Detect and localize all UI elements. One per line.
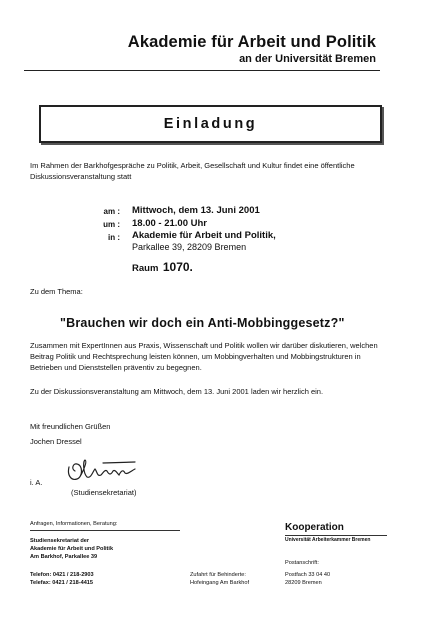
body-paragraph-1: Zusammen mit ExpertInnen aus Praxis, Wissenschaft und Politik wollen wir darüber diskutieren, welchen Beitrag Politik und Rechtsprechung leisten können, um Mobbingverhalten und Mobbingstrukturen in Betrieben und Dienststellen präventiv zu begegnen. xyxy=(30,341,378,372)
university-name: an der Universität Bremen xyxy=(239,53,376,65)
event-venue: Akademie für Arbeit und Politik, xyxy=(132,230,276,241)
cooperation-divider xyxy=(285,535,387,536)
date-label: am : xyxy=(103,207,120,216)
footer-access-line1: Zufahrt für Behinderte: xyxy=(190,572,246,578)
room-number: 1070. xyxy=(162,260,193,274)
signature-role: (Studiensekretariat) xyxy=(71,488,137,497)
footer-phone: Telefon: 0421 / 218-2903 xyxy=(30,572,94,578)
sender-name: Jochen Dressel xyxy=(30,437,82,446)
topic-title: "Brauchen wir doch ein Anti-Mobbinggesetz?" xyxy=(60,316,345,330)
footer-access-line2: Hofeingang Am Barkhof xyxy=(190,580,250,586)
event-address: Parkallee 39, 28209 Bremen xyxy=(132,242,247,252)
postal-line1: Postfach 33 04 40 xyxy=(285,572,331,578)
invitation-title: Einladung xyxy=(163,116,258,132)
event-room xyxy=(132,258,193,276)
footer-office-line2: Akademie für Arbeit und Politik xyxy=(30,546,114,552)
event-time: 18.00 - 21.00 Uhr xyxy=(132,218,207,229)
venue-label: in : xyxy=(108,233,120,242)
cooperation-title: Kooperation xyxy=(285,522,344,533)
footer-divider xyxy=(30,530,180,531)
intro-paragraph: Im Rahmen der Barkhofgespräche zu Politik, Arbeit, Gesellschaft und Kultur findet eine öffentliche Diskussionsveranstaltung statt xyxy=(30,161,355,181)
body-paragraph-2: Zu der Diskussionsveranstaltung am Mittwoch, dem 13. Juni 2001 laden wir herzlich ein. xyxy=(30,387,324,396)
room-label: Raum xyxy=(132,263,159,274)
cooperation-partners: Universität Arbeiterkammer Bremen xyxy=(285,537,371,543)
topic-label: Zu dem Thema: xyxy=(30,287,83,296)
time-label: um : xyxy=(103,220,120,229)
footer-office-line1: Studiensekretariat der xyxy=(30,538,90,544)
handwritten-signature xyxy=(63,457,158,487)
ia-abbreviation: i. A. xyxy=(30,478,43,487)
institution-name: Akademie für Arbeit und Politik xyxy=(127,33,376,51)
postal-line2: 28209 Bremen xyxy=(285,580,322,586)
footer-fax: Telefax: 0421 / 218-4415 xyxy=(30,580,94,586)
event-date: Mittwoch, dem 13. Juni 2001 xyxy=(132,205,260,216)
header-divider xyxy=(24,70,380,71)
closing-greeting: Mit freundlichen Grüßen xyxy=(30,422,111,431)
footer-inquiries-label: Anfragen, Informationen, Beratung: xyxy=(30,521,118,527)
postal-label: Postanschrift: xyxy=(285,560,319,566)
invitation-title-box xyxy=(39,105,382,143)
footer-office-line3: Am Barkhof, Parkallee 39 xyxy=(30,554,98,560)
